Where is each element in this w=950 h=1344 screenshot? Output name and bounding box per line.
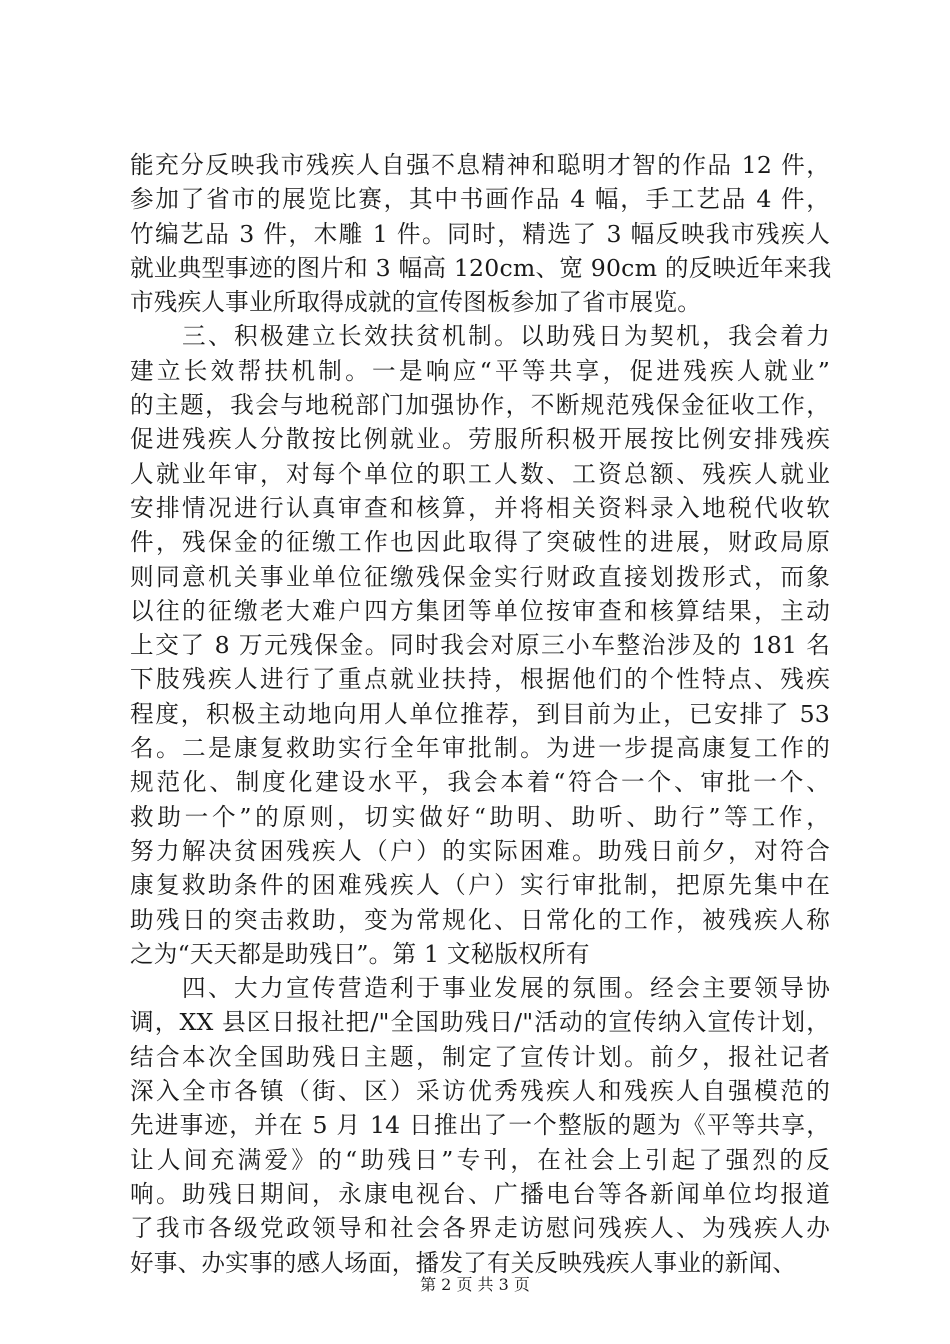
text-line: 先进事迹，并在 5 月 14 日推出了一个整版的题为《平等共享，: [130, 1111, 830, 1140]
text-line: 好事、办实事的感人场面，播发了有关反映残疾人事业的新闻、: [130, 1248, 797, 1277]
text-line: 调，XX 县区日报社把/"全国助残日/"活动的宣传纳入宣传计划，: [130, 1008, 830, 1037]
paragraph: [130, 319, 830, 971]
text-line: 件，残保金的征缴工作也因此取得了突破性的进展，财政局原: [130, 528, 830, 557]
text-line: 程度，积极主动地向用人单位推荐，到目前为止，已安排了 53: [130, 699, 830, 728]
text-line: 以往的征缴老大难户四方集团等单位按审查和核算结果，主动: [130, 596, 830, 625]
text-line: 下肢残疾人进行了重点就业扶持，根据他们的个性特点、残疾: [130, 665, 830, 694]
text-line: 名。二是康复救助实行全年审批制。为进一步提高康复工作的: [130, 734, 830, 763]
text-line: 上交了 8 万元残保金。同时我会对原三小车整治涉及的 181 名: [130, 631, 830, 660]
text-line: 助残日的突击救助，变为常规化、日常化的工作，被残疾人称: [130, 905, 830, 934]
text-line: 结合本次全国助残日主题，制定了宣传计划。前夕，报社记者: [130, 1042, 830, 1071]
text-line: 就业典型事迹的图片和 3 幅高 120cm、宽 90cm 的反映近年来我: [130, 253, 832, 282]
text-line: 响。助残日期间，永康电视台、广播电台等各新闻单位均报道: [130, 1179, 830, 1208]
paragraph: [130, 971, 830, 1280]
page-footer: 第 2 页 共 3 页: [420, 1275, 530, 1294]
text-line: 让人间充满爱》的“助残日”专刊，在社会上引起了强烈的反: [130, 1145, 830, 1174]
text-line: 参加了省市的展览比赛，其中书画作品 4 幅，手工艺品 4 件，: [130, 185, 831, 214]
text-line: 之为“天天都是助残日”。第 1 文秘版权所有: [130, 939, 590, 968]
text-line: 能充分反映我市残疾人自强不息精神和聪明才智的作品 12 件，: [130, 151, 830, 179]
text-line: 建立长效帮扶机制。一是响应“平等共享，促进残疾人就业”: [130, 356, 830, 385]
document-body: [130, 148, 830, 1280]
text-line: 促进残疾人分散按比例就业。劳服所积极开展按比例安排残疾: [130, 425, 830, 454]
text-line: 市残疾人事业所取得成就的宣传图板参加了省市展览。: [130, 288, 702, 317]
text-line: 竹编艺品 3 件，木雕 1 件。同时，精选了 3 幅反映我市残疾人: [130, 219, 830, 248]
text-line: 康复救助条件的困难残疾人（户）实行审批制，把原先集中在: [130, 871, 830, 900]
text-line: 则同意机关事业单位征缴残保金实行财政直接划拨形式，而象: [130, 562, 830, 591]
paragraph: [130, 148, 830, 319]
text-line: 努力解决贫困残疾人（户）的实际困难。助残日前夕，对符合: [130, 836, 830, 865]
text-line: 安排情况进行认真审查和核算，并将相关资料录入地税代收软: [130, 493, 830, 522]
text-line: 深入全市各镇（街、区）采访优秀残疾人和残疾人自强模范的: [130, 1077, 830, 1106]
text-line: 的主题，我会与地税部门加强协作，不断规范残保金征收工作，: [130, 391, 830, 420]
text-line: 三、积极建立长效扶贫机制。以助残日为契机，我会着力: [130, 322, 830, 351]
text-line: 救助一个”的原则，切实做好“助明、助听、助行”等工作，: [130, 802, 830, 831]
text-line: 规范化、制度化建设水平，我会本着“符合一个、审批一个、: [130, 768, 830, 797]
text-line: 人就业年审，对每个单位的职工人数、工资总额、残疾人就业: [130, 459, 830, 488]
text-line: 了我市各级党政领导和社会各界走访慰问残疾人、为残疾人办: [130, 1214, 830, 1243]
text-line: 四、大力宣传营造利于事业发展的氛围。经会主要领导协: [130, 974, 830, 1003]
